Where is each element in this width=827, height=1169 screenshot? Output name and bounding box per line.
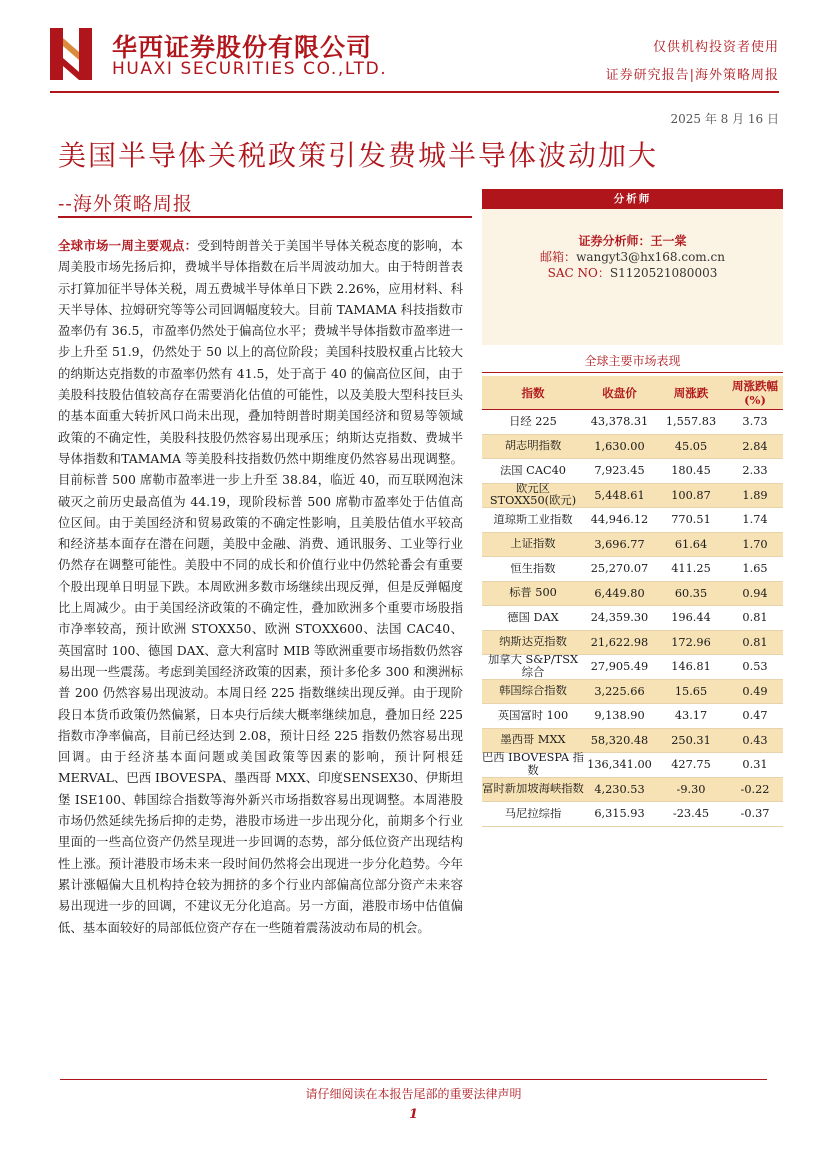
cell-change: 250.31 <box>671 733 711 747</box>
cell-change-pct: 0.81 <box>742 635 768 649</box>
cell-change-pct: 0.43 <box>742 733 768 747</box>
huaxi-logo-icon <box>50 28 92 80</box>
cell-close: 24,359.30 <box>590 611 649 625</box>
table-row <box>482 680 783 705</box>
cell-change-pct: 0.31 <box>742 758 768 772</box>
cell-change-pct: 1.70 <box>742 537 768 551</box>
cell-close: 5,448.61 <box>594 488 645 502</box>
cell-change: 15.65 <box>674 684 708 698</box>
report-date: 2025 年 8 月 16 日 <box>670 112 779 126</box>
table-row <box>482 582 783 607</box>
header-change-pct: 周涨跌幅(%) <box>732 378 778 407</box>
cell-close: 44,946.12 <box>590 513 649 527</box>
cell-close: 21,622.98 <box>590 635 649 649</box>
analyst-box <box>482 209 783 345</box>
cell-change-pct: 0.49 <box>742 684 768 698</box>
cell-index: 英国富时 100 <box>497 709 569 722</box>
market-table-caption: 全球主要市场表现 <box>584 354 681 368</box>
cell-index: 欧元区 STOXX50(欧元) <box>489 482 577 508</box>
cell-change: 146.81 <box>671 660 711 674</box>
report-subtitle: --海外策略周报 <box>58 193 193 215</box>
cell-index: 日经 225 <box>509 415 557 428</box>
cell-close: 43,378.31 <box>590 415 649 429</box>
audience-note: 仅供机构投资者使用 <box>652 40 779 55</box>
cell-index: 富时新加坡海峡指数 <box>482 783 584 795</box>
cell-change: 61.64 <box>674 537 708 551</box>
header-index: 指数 <box>521 385 545 400</box>
cell-change-pct: 2.84 <box>742 439 768 453</box>
cell-change-pct: 0.81 <box>742 611 768 625</box>
cell-change: 196.44 <box>671 611 711 625</box>
cell-change-pct: 1.74 <box>742 513 768 527</box>
company-name-en: HUAXI SECURITIES CO.,LTD. <box>112 59 388 79</box>
cell-change: 45.05 <box>674 439 708 453</box>
report-title: 美国半导体关税政策引发费城半导体波动加大 <box>58 139 659 172</box>
cell-change-pct: 0.94 <box>742 586 768 600</box>
analyst-section-header: 分析师 <box>482 189 783 209</box>
market-commentary <box>58 235 463 938</box>
cell-close: 3,696.77 <box>594 537 645 551</box>
market-table <box>482 376 783 827</box>
cell-index: 标普 500 <box>509 587 557 599</box>
cell-change-pct: 1.65 <box>742 562 768 576</box>
cell-close: 136,341.00 <box>587 758 652 772</box>
cell-change: 172.96 <box>671 635 711 649</box>
footer-divider <box>60 1079 767 1080</box>
cell-change: 411.25 <box>671 562 711 576</box>
cell-change: 1,557.83 <box>665 415 717 429</box>
legal-disclaimer: 请仔细阅读在本报告尾部的重要法律声明 <box>305 1087 522 1101</box>
cell-index: 法国 CAC40 <box>499 464 566 477</box>
commentary-lead: 全球市场一周主要观点： <box>58 238 198 253</box>
table-row <box>482 802 783 827</box>
cell-close: 6,315.93 <box>594 807 645 821</box>
analyst-email-value[interactable]: wangyt3@hx168.com.cn <box>576 250 725 264</box>
cell-index: 上证指数 <box>510 538 556 550</box>
analyst-email-label: 邮箱： <box>540 250 577 264</box>
cell-change: -23.45 <box>672 807 710 821</box>
cell-close: 1,630.00 <box>594 439 645 453</box>
table-header-row <box>482 376 783 410</box>
cell-close: 4,230.53 <box>594 782 645 796</box>
table-row <box>482 435 783 460</box>
cell-index: 马尼拉综指 <box>504 807 562 820</box>
analyst-sac <box>482 264 783 281</box>
table-row <box>482 655 783 680</box>
cell-change-pct: 0.47 <box>742 709 768 723</box>
analyst-name: 证券分析师：王一棠 <box>578 234 687 248</box>
table-row <box>482 533 783 558</box>
cell-change-pct: 0.53 <box>742 660 768 674</box>
cell-index: 道琼斯工业指数 <box>493 513 573 526</box>
cell-change-pct: 2.33 <box>742 464 768 478</box>
table-row <box>482 778 783 803</box>
table-body <box>482 410 783 827</box>
cell-change: 60.35 <box>674 586 708 600</box>
cell-close: 3,225.66 <box>594 684 645 698</box>
cell-index: 巴西 IBOVESPA 指数 <box>482 752 584 777</box>
page-number: 1 <box>408 1107 419 1122</box>
cell-close: 6,449.80 <box>594 586 645 600</box>
cell-close: 58,320.48 <box>590 733 649 747</box>
subtitle-divider <box>58 216 472 218</box>
cell-close: 25,270.07 <box>590 562 649 576</box>
analyst-sac-value: S1120521080003 <box>609 266 718 280</box>
cell-index: 德国 DAX <box>507 611 559 624</box>
commentary-text: 受到特朗普关于美国半导体关税态度的影响，本周美股市场先扬后抑，费城半导体指数在后半周波动加大。由于特朗普表示打算加征半导体关税，周五费城半导体单日下跌 2.26%，应用材料、科天半导体、拉姆研究等等公司回调幅度较大。目前 TAMAMA 科技指数市盈率仍有 36.5，市盈率仍然处于偏高位水平；费城半导体指数市盈率进一步上升至 51.9，仍然处于 50 以上的高位阶段；美国科技股权重占比较大的纳斯达克指数的市盈率仍然有 41.5，处于高于 40 的偏高位区间，由于美股科技股估值较高存在需要消化估值的可能性，以及美股大型科技巨头的基本面重大转折风口尚未出现，叠加特朗普时期美国经济和贸易等领域政策的不确定性，美股科技股仍然容易出现承压；纳斯达克指数、费城半导体指数和TAMAMA 等美股科技指数仍然中期维度仍然容易出现调整。目前标普 500 席勒市盈率进一步上升至 38.84，临近 40，而互联网泡沫破灭之前历史最高值为 44.19，现阶段标普 500 席勒市盈率处于估值高位区间。由于美国经济和贸易政策的不确定性影响，且美股估值水平较高和经济基本面存在潜在问题，美股中金融、消费、通讯服务、工业等行业仍然存在调整可能性。美股中不同的成长和价值行业中仍然轮番会有重要个股出现单日明显下跌。本周欧洲多数市场继续出现反弹，但是反弹幅度比上周减少。由于美国经济政策的不确定性，叠加欧洲多个重要市场股指市净率较高，预计欧洲 STOXX50、欧洲 STOXX600、法国 CAC40、英国富时 100、德国 DAX、意大利富时 MIB 等欧洲重要市场指数仍然容易出现一些震荡。考虑到美国经济政策的因素，预计多伦多 300 和澳洲标普 200 仍然容易出现波动。本周日经 225 指数继续出现反弹。由于现阶段日本货币政策仍然偏紧，日本央行后续大概率继续加息，叠加日经 225 指数市净率偏高，目前已经达到 2.08，预计日经 225 指数仍然容易出现回调。由于经济基本面问题或美国政策等因素的影响，预计阿根廷 MERVAL、巴西 IBOVESPA、墨西哥 MXX、印度SENSEX30、伊斯坦堡 ISE100、韩国综合指数等海外新兴市场指数容易出现调整。本周港股市场仍然延续先扬后抑的走势，港股市场进一步出现分化，前期多个行业里面的一些高位资产仍然呈现进一步回调的态势，部分低位资产出现结构性上涨。预计港股市场未来一段时间仍然将会出现进一步分化趋势。今年累计涨幅偏大且机构持仓较为拥挤的多个行业内部偏高位部分资产未来容易出现进一步的回调，不建议无分化追高。另一方面，港股市场中估值偏低、基本面较好的局部低位资产存在一些随着震荡波动布局的机会。 <box>58 238 464 935</box>
cell-change-pct: 3.73 <box>742 415 768 429</box>
cell-change-pct: 1.89 <box>742 488 768 502</box>
cell-change: 427.75 <box>671 758 711 772</box>
analyst-email <box>482 248 783 265</box>
analyst-sac-label: SAC NO： <box>547 266 610 280</box>
cell-change-pct: -0.37 <box>740 807 770 821</box>
table-row <box>482 484 783 509</box>
table-row <box>482 729 783 754</box>
header-divider <box>50 91 779 93</box>
table-row <box>482 557 783 582</box>
table-row <box>482 631 783 656</box>
table-row <box>482 459 783 484</box>
table-row <box>482 606 783 631</box>
report-category: 证券研究报告|海外策略周报 <box>605 68 779 83</box>
company-name-cn: 华西证券股份有限公司 <box>112 33 373 62</box>
market-table-caption-divider <box>482 372 783 373</box>
cell-index: 胡志明指数 <box>504 440 562 452</box>
cell-index: 加拿大 S&P/TSX 综合 <box>487 654 578 679</box>
table-row <box>482 410 783 435</box>
cell-index: 恒生指数 <box>510 562 556 575</box>
table-row <box>482 753 783 778</box>
cell-index: 墨西哥 MXX <box>500 734 566 746</box>
header-close: 收盘价 <box>602 385 637 400</box>
table-row <box>482 704 783 729</box>
cell-close: 27,905.49 <box>590 660 649 674</box>
cell-close: 7,923.45 <box>594 464 645 478</box>
cell-change-pct: -0.22 <box>740 782 770 796</box>
cell-change: 180.45 <box>671 464 711 478</box>
cell-index: 韩国综合指数 <box>499 685 567 697</box>
cell-change: 100.87 <box>671 488 711 502</box>
cell-change: 770.51 <box>671 513 711 527</box>
table-row <box>482 508 783 533</box>
cell-index: 纳斯达克指数 <box>499 636 567 648</box>
header-change: 周涨跌 <box>673 385 709 400</box>
cell-change: -9.30 <box>676 782 706 796</box>
cell-close: 9,138.90 <box>594 709 645 723</box>
cell-change: 43.17 <box>674 709 708 723</box>
